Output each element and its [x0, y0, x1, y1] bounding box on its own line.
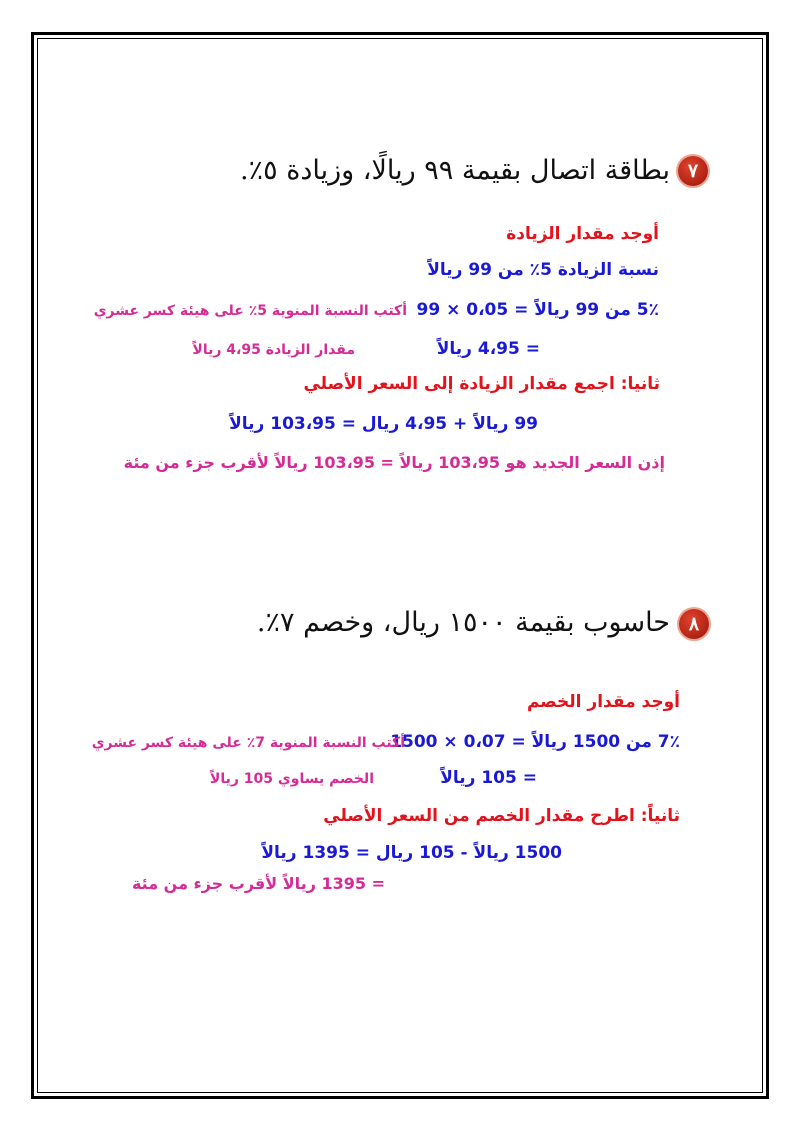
problem-number-badge: [678, 156, 708, 186]
equation: 5٪ من 99 ريالاً = 0،05 × 99: [416, 300, 659, 320]
step-heading: أوجد مقدار الخصم: [526, 692, 680, 712]
step-heading: ثانيا: اجمع مقدار الزيادة إلى السعر الأصلي: [303, 374, 660, 394]
difference: 1500 ريالاً - 105 ريال = 1395 ريالاً: [261, 843, 562, 863]
result: = 4،95 ريالاً: [436, 339, 540, 359]
sum: 99 ريالاً + 4،95 ريال = 103،95 ريالاً: [229, 414, 538, 434]
result-note: مقدار الزيادة 4،95 ريالاً: [192, 342, 355, 358]
equation-note: أكتب النسبة المنوية 5٪ على هيئة كسر عشري: [93, 303, 407, 319]
step-heading: ثانياً: اطرح مقدار الخصم من السعر الأصلي: [323, 806, 680, 826]
increase-ratio: نسبة الزيادة 5٪ من 99 ريالاً: [427, 260, 659, 280]
problem-number: ٧: [687, 160, 699, 182]
result: = 105 ريالاً: [440, 768, 537, 788]
problem-statement: بطاقة اتصال بقيمة ٩٩ ريالًا، وزيادة ٥٪.: [240, 155, 670, 186]
conclusion: إذن السعر الجديد هو 103،95 ريالاً = 103،95 ريالاً لأقرب جزء من مئة: [123, 453, 665, 472]
page-border-inner: [37, 38, 763, 1093]
conclusion: = 1395 ريالاً لأقرب جزء من مئة: [131, 874, 385, 893]
equation: 7٪ من 1500 ريالاً = 0،07 × 1500: [390, 732, 680, 752]
problem-number-badge: [679, 609, 709, 639]
result-note: الخصم يساوي 105 ريالاً: [209, 771, 374, 787]
problem-statement: حاسوب بقيمة ١٥٠٠ ريال، وخصم ٧٪.: [256, 607, 670, 638]
equation-note: أكتب النسبة المنوية 7٪ على هيئة كسر عشري: [91, 735, 405, 751]
step-heading: أوجد مقدار الزيادة: [506, 224, 659, 244]
problem-number: ٨: [688, 613, 700, 635]
